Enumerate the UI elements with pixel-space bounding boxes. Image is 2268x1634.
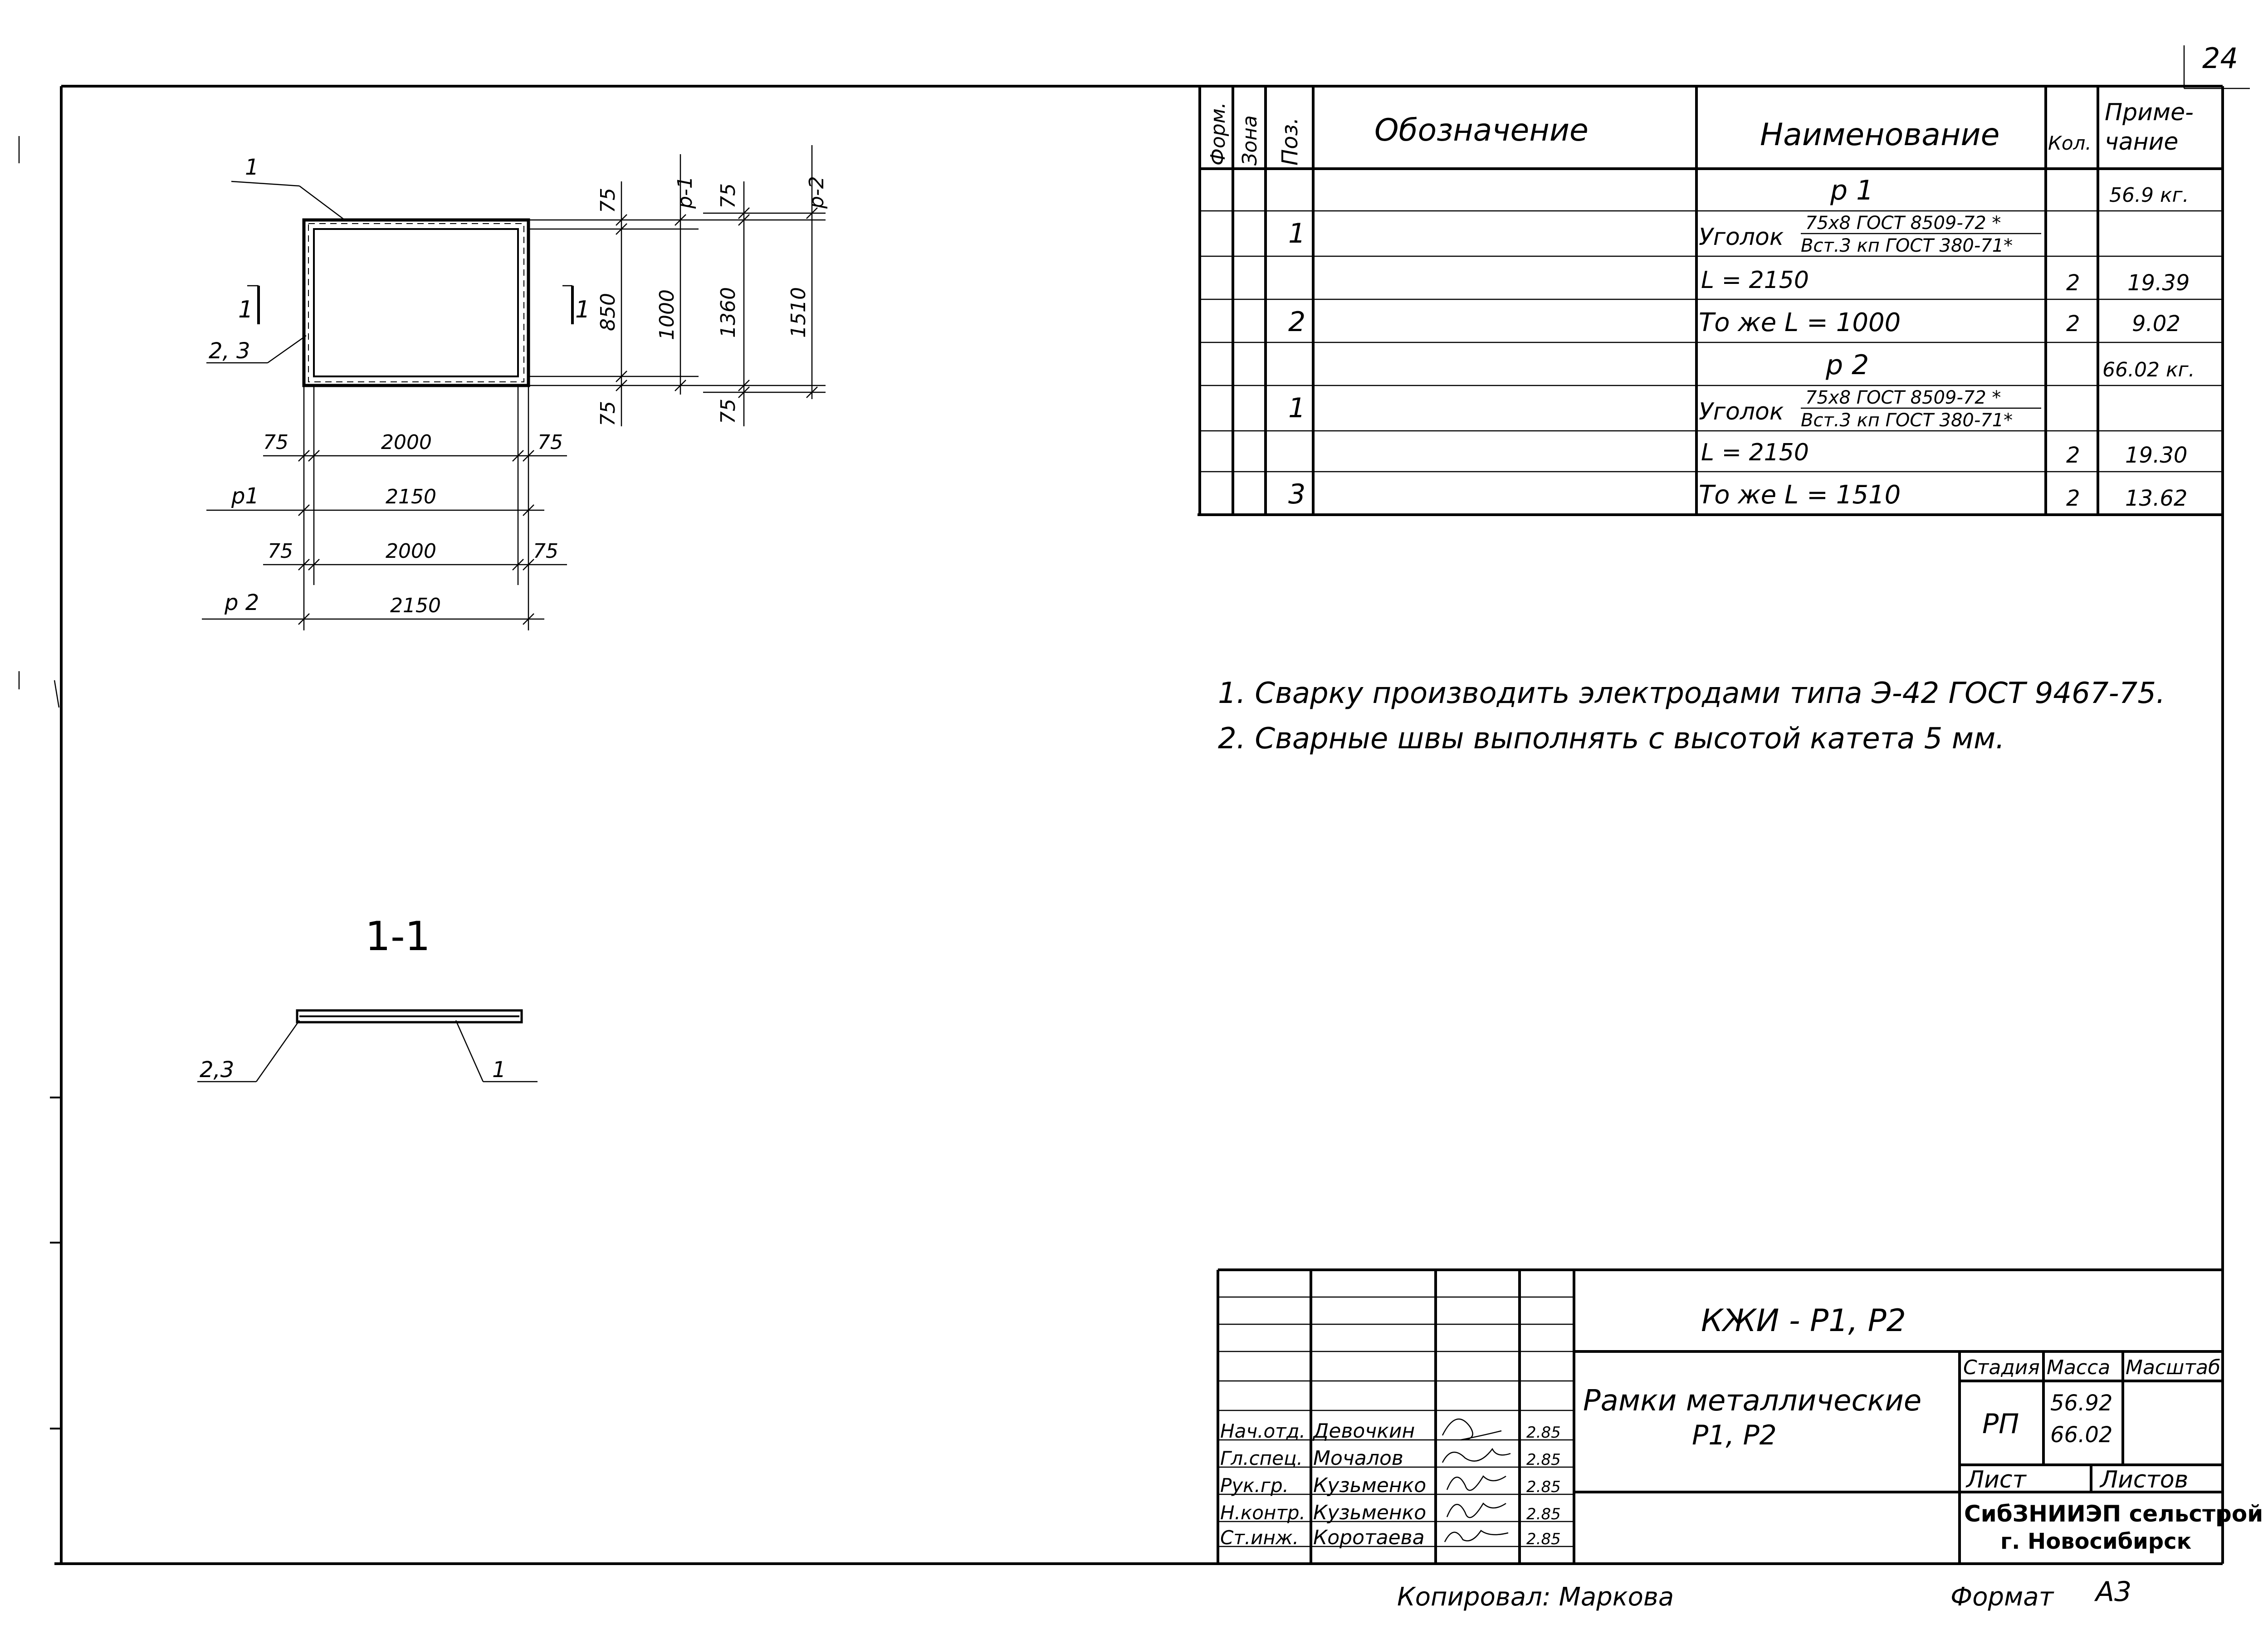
header-format: Форм. bbox=[1207, 102, 1230, 166]
person-4-name: Кузьменко bbox=[1313, 1501, 1427, 1524]
dim-top-left: 75 bbox=[596, 188, 620, 213]
tb-name-2: Р1, Р2 bbox=[1692, 1419, 1777, 1451]
dim-height-inner: 850 bbox=[596, 293, 620, 331]
header-pos: Поз. bbox=[1277, 117, 1303, 166]
tb-stage: РП bbox=[1982, 1408, 2019, 1440]
tb-org-1: СибЗНИИЭП сельстрой bbox=[1964, 1501, 2263, 1527]
row5-note: 66.02 кг. bbox=[2102, 358, 2195, 381]
person-3-date: 2.85 bbox=[1526, 1478, 1561, 1496]
notes bbox=[1218, 677, 2165, 756]
header-note-1: Приме- bbox=[2105, 99, 2194, 126]
footer bbox=[1397, 1576, 2131, 1612]
row7-qty: 2 bbox=[2066, 443, 2080, 468]
dim-row4-total: 2150 bbox=[390, 594, 441, 617]
row1-note: 56.9 кг. bbox=[2109, 184, 2189, 207]
tb-mass-1: 56.92 bbox=[2050, 1390, 2113, 1416]
row3-note: 19.39 bbox=[2127, 270, 2190, 296]
person-2-date: 2.85 bbox=[1526, 1451, 1561, 1469]
row6-name-top: 75x8 ГОСТ 8509-72 * bbox=[1805, 387, 2001, 408]
header-designation: Обозначение bbox=[1374, 112, 1589, 148]
row8-note: 13.62 bbox=[2125, 486, 2188, 511]
person-5-date: 2.85 bbox=[1526, 1530, 1561, 1548]
welds-leader-label: 2, 3 bbox=[209, 338, 250, 364]
dim-row3-mid: 2000 bbox=[386, 540, 436, 563]
section-mark-left: 1 bbox=[238, 296, 254, 323]
dim-top-right: 75 bbox=[717, 183, 740, 209]
dim-row2-label: р1 bbox=[231, 483, 259, 509]
row3-name: L = 2150 bbox=[1701, 267, 1809, 294]
tb-org-2: г. Новосибирск bbox=[2000, 1529, 2192, 1554]
person-1-name: Девочкин bbox=[1313, 1419, 1415, 1443]
note-1: 1. Сварку производить электродами типа Э-42 ГОСТ 9467-75. bbox=[1218, 677, 2165, 710]
person-2-name: Мочалов bbox=[1313, 1447, 1403, 1470]
row5-name: р 2 bbox=[1826, 349, 1869, 381]
dim-row3-left: 75 bbox=[268, 540, 293, 563]
row7-note: 19.30 bbox=[2125, 443, 2188, 468]
header-qty: Кол. bbox=[2048, 132, 2092, 154]
person-5-name: Коротаева bbox=[1313, 1526, 1425, 1549]
person-3-name: Кузьменко bbox=[1313, 1474, 1427, 1497]
dim-row2-total: 2150 bbox=[386, 485, 436, 508]
page-number-box bbox=[2184, 42, 2250, 88]
row4-qty: 2 bbox=[2066, 311, 2080, 337]
dim-bottom-left: 75 bbox=[596, 401, 620, 426]
row7-name: L = 2150 bbox=[1701, 439, 1809, 466]
dim-p1-label: р-1 bbox=[674, 176, 697, 209]
tb-stage-label: Стадия bbox=[1963, 1356, 2040, 1379]
row4-pos: 2 bbox=[1288, 306, 1306, 338]
dim-p2-height: 1510 bbox=[787, 287, 810, 338]
person-1-date: 2.85 bbox=[1526, 1424, 1561, 1442]
dim-row1-left: 75 bbox=[263, 431, 288, 454]
note-2: 2. Сварные швы выполнять с высотой катета 5 мм. bbox=[1218, 722, 2005, 756]
section-mark-right: 1 bbox=[575, 296, 591, 323]
row2-name: Уголок bbox=[1699, 224, 1784, 251]
row4-note: 9.02 bbox=[2132, 311, 2180, 337]
row2-name-bottom: Вст.3 кп ГОСТ 380-71* bbox=[1801, 235, 2013, 256]
person-4-date: 2.85 bbox=[1526, 1505, 1561, 1523]
person-1-role: Нач.отд. bbox=[1220, 1420, 1306, 1442]
frame-plan-view bbox=[206, 155, 590, 385]
person-4-role: Н.контр. bbox=[1220, 1502, 1305, 1524]
tb-name-1: Рамки металлические bbox=[1583, 1384, 1922, 1418]
person-5-role: Ст.инж. bbox=[1220, 1527, 1299, 1549]
section-right-label: 1 bbox=[492, 1057, 506, 1083]
tb-code: КЖИ - Р1, Р2 bbox=[1701, 1303, 1906, 1339]
section-view bbox=[197, 913, 538, 1083]
dim-row1-right: 75 bbox=[538, 431, 563, 454]
row2-name-top: 75x8 ГОСТ 8509-72 * bbox=[1805, 213, 2001, 234]
spec-table bbox=[1198, 86, 2223, 515]
copied-by: Копировал: Маркова bbox=[1397, 1582, 1674, 1612]
dim-p2-inner: 1360 bbox=[717, 287, 740, 338]
dim-row1-mid: 2000 bbox=[381, 431, 432, 454]
dim-row3-right: 75 bbox=[533, 540, 558, 563]
page-number: 24 bbox=[2202, 42, 2238, 75]
frame-leader-label: 1 bbox=[245, 155, 259, 180]
section-left-label: 2,3 bbox=[200, 1057, 235, 1083]
format-value: А3 bbox=[2096, 1576, 2132, 1608]
section-title: 1-1 bbox=[365, 913, 430, 960]
row2-pos: 1 bbox=[1288, 218, 1306, 249]
row6-pos: 1 bbox=[1288, 392, 1306, 424]
row6-name-bottom: Вст.3 кп ГОСТ 380-71* bbox=[1801, 410, 2013, 431]
row6-name: Уголок bbox=[1699, 398, 1784, 425]
tb-mass-label: Масса bbox=[2047, 1356, 2111, 1379]
row8-qty: 2 bbox=[2066, 486, 2080, 511]
format-label: Формат bbox=[1950, 1582, 2054, 1612]
tb-sheet-label: Лист bbox=[1966, 1466, 2026, 1493]
dim-row4-label: р 2 bbox=[225, 590, 259, 615]
signatures bbox=[1442, 1419, 1510, 1542]
horizontal-dimensions bbox=[202, 385, 567, 630]
header-name: Наименование bbox=[1760, 117, 2000, 153]
row3-qty: 2 bbox=[2066, 270, 2080, 296]
person-3-role: Рук.гр. bbox=[1220, 1474, 1289, 1497]
tb-scale-label: Масштаб bbox=[2126, 1356, 2221, 1379]
dim-p1-height: 1000 bbox=[655, 289, 679, 340]
row8-name: То же L = 1510 bbox=[1699, 480, 1901, 510]
header-zone: Зона bbox=[1238, 115, 1261, 166]
header-note-2: чание bbox=[2105, 128, 2179, 156]
person-2-role: Гл.спец. bbox=[1220, 1447, 1303, 1469]
tb-sheets-label: Листов bbox=[2100, 1466, 2189, 1493]
dim-bottom-right: 75 bbox=[717, 399, 740, 424]
row8-pos: 3 bbox=[1288, 478, 1306, 510]
tb-mass-2: 66.02 bbox=[2050, 1422, 2113, 1448]
dim-p2-label: р-2 bbox=[805, 176, 828, 209]
row1-name: р 1 bbox=[1830, 175, 1874, 206]
row4-name: То же L = 1000 bbox=[1699, 308, 1901, 337]
title-block bbox=[1218, 1270, 2263, 1564]
